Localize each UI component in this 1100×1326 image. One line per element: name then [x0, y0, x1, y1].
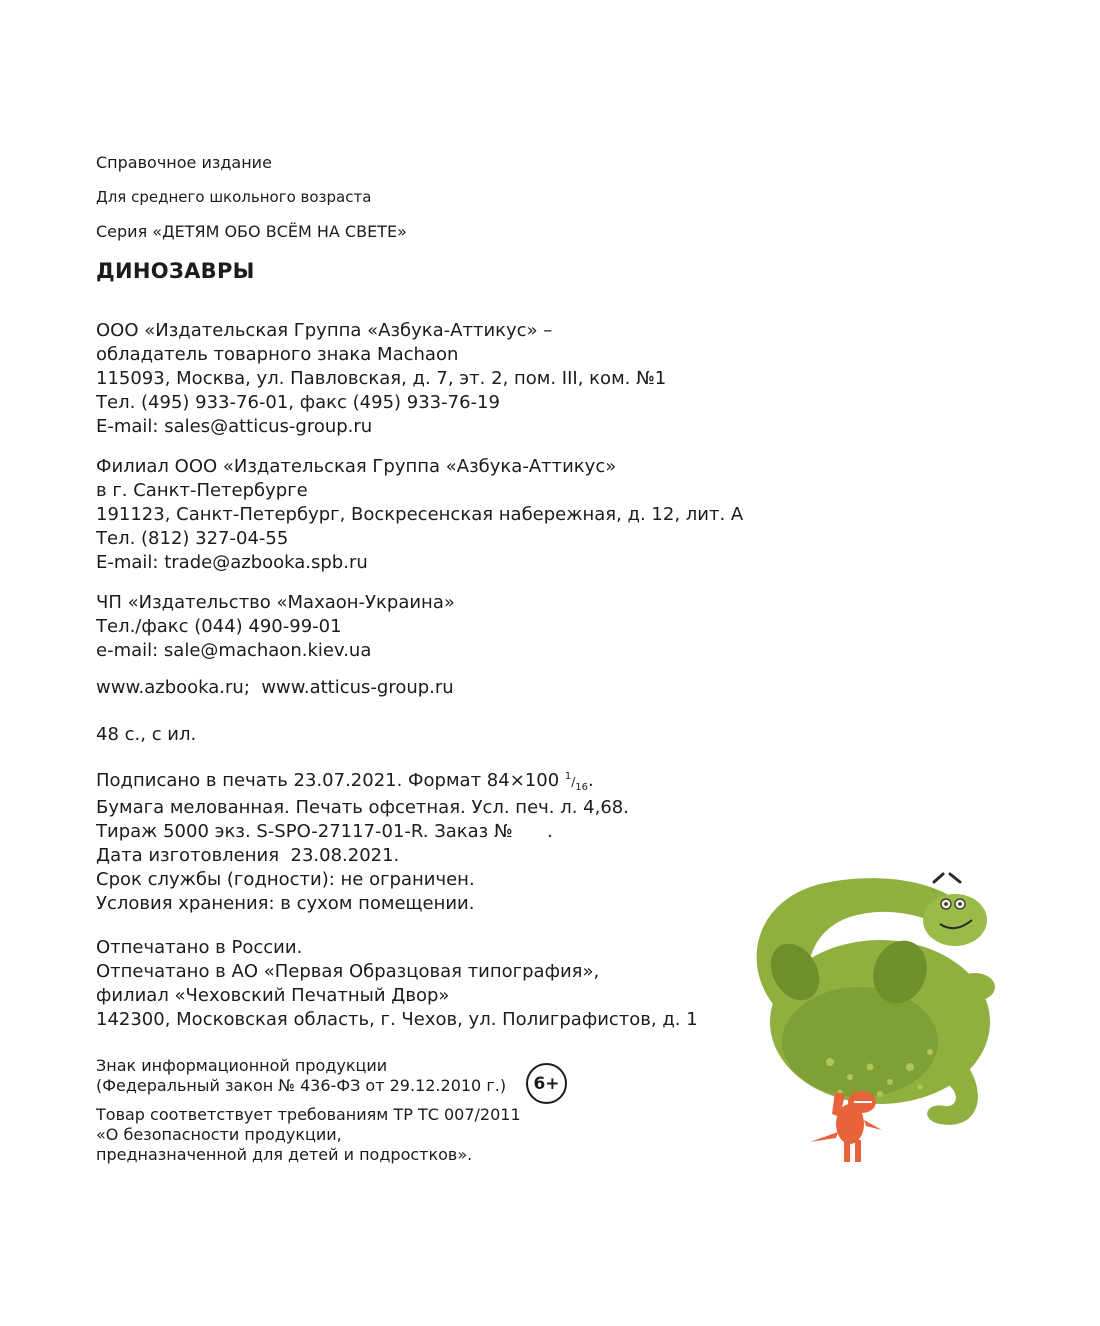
dino-belly	[782, 987, 938, 1097]
age-rating-badge: 6+	[526, 1063, 567, 1104]
publisher-main-line: ООО «Издательская Группа «Азбука-Аттикус» –	[96, 320, 553, 341]
publisher-ua-block	[96, 591, 455, 663]
page-count: 48 с., с ил.	[96, 724, 197, 745]
publisher-main-block	[96, 319, 666, 439]
format-slash: /	[571, 775, 576, 789]
series-line: Серия «ДЕТЯМ ОБО ВСЁМ НА СВЕТЕ»	[96, 222, 407, 241]
signed-prefix: Подписано в печать 23.07.2021. Формат 84×100	[96, 770, 565, 791]
format-numerator: 1	[564, 771, 572, 782]
print-info-line: Дата изготовления 23.08.2021.	[96, 845, 400, 866]
publisher-ua-email: e-mail: sale@machaon.kiev.ua	[96, 640, 372, 661]
publisher-main-line: Тел. (495) 933-76-01, факс (495) 933-76-19	[96, 392, 500, 413]
compliance-line: Товар соответствует требованиям ТР ТС 007/2011	[96, 1105, 521, 1124]
info-sign-block	[96, 1056, 506, 1096]
publisher-spb-block	[96, 455, 743, 575]
dino-eyebrow-left	[934, 874, 943, 882]
dino-eyebrow-right	[950, 874, 960, 882]
printed-line: 142300, Московская область, г. Чехов, ул. Полиграфистов, д. 1	[96, 1009, 698, 1030]
printed-line: филиал «Чеховский Печатный Двор»	[96, 985, 450, 1006]
print-info-line: Тираж 5000 экз. S-SPO-27117-01-R. Заказ № .	[96, 821, 553, 842]
publisher-main-line: 115093, Москва, ул. Павловская, д. 7, эт. 2, пом. III, ком. №1	[96, 368, 667, 389]
publisher-spb-line: Филиал ООО «Издательская Группа «Азбука-Аттикус»	[96, 456, 617, 477]
dinosaur-illustration	[740, 862, 1010, 1172]
publisher-spb-line: в г. Санкт-Петербурге	[96, 480, 308, 501]
print-info-line: Бумага мелованная. Печать офсетная. Усл. печ. л. 4,68.	[96, 797, 629, 818]
printed-line: Отпечатано в России.	[96, 937, 303, 958]
format-denominator: 16	[575, 782, 589, 793]
info-sign-line: Знак информационной продукции	[96, 1056, 388, 1075]
dino-arm	[955, 973, 995, 1001]
book-title: ДИНОЗАВРЫ	[96, 259, 255, 283]
signed-suffix: .	[588, 770, 594, 791]
print-info-block	[96, 769, 629, 916]
format-fraction	[564, 771, 589, 793]
print-info-line: Срок службы (годности): не ограничен.	[96, 869, 475, 890]
print-info-line: Условия хранения: в сухом помещении.	[96, 893, 475, 914]
publisher-main-line: обладатель товарного знака Machaon	[96, 344, 459, 365]
publisher-ua-line: ЧП «Издательство «Махаон-Украина»	[96, 592, 455, 613]
dino-pupil-right	[958, 902, 962, 906]
signed-line	[96, 769, 629, 796]
publisher-main-email: E-mail: sales@atticus-group.ru	[96, 416, 373, 437]
compliance-line: предназначенной для детей и подростков».	[96, 1145, 473, 1164]
publisher-spb-email: E-mail: trade@azbooka.spb.ru	[96, 552, 368, 573]
info-sign-line: (Федеральный закон № 436-ФЗ от 29.12.2010 г.)	[96, 1076, 507, 1095]
printed-line: Отпечатано в АО «Первая Образцовая типография»,	[96, 961, 600, 982]
dino-pupil-left	[944, 902, 948, 906]
publisher-spb-line: 191123, Санкт-Петербург, Воскресенская набережная, д. 12, лит. А	[96, 504, 744, 525]
printed-block	[96, 936, 698, 1032]
compliance-line: «О безопасности продукции,	[96, 1125, 342, 1144]
compliance-block	[96, 1105, 521, 1165]
publisher-spb-line: Тел. (812) 327-04-55	[96, 528, 289, 549]
edition-type: Справочное издание	[96, 153, 272, 172]
publisher-ua-line: Тел./факс (044) 490-99-01	[96, 616, 342, 637]
age-group: Для среднего школьного возраста	[96, 188, 372, 206]
websites: www.azbooka.ru; www.atticus-group.ru	[96, 677, 454, 698]
